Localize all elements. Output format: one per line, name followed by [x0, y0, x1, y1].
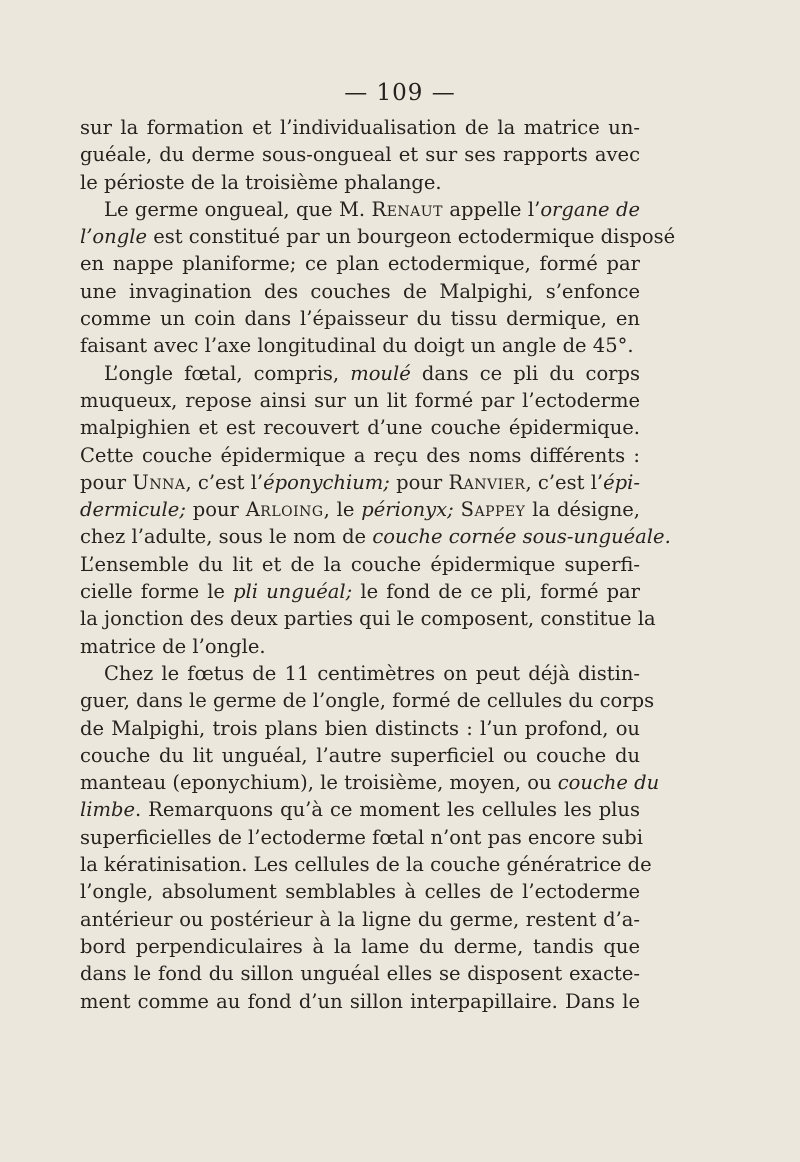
text-run: chez l’adulte, sous le nom de	[80, 525, 373, 549]
text-run: . Remarquons qu’à ce moment les cellules les plus	[135, 798, 640, 822]
text-run: l’ongle, absolument semblables à celles de l’ectoderme	[80, 880, 640, 904]
author-name: Ranvier	[448, 470, 526, 494]
text-run: appelle l’	[442, 197, 541, 221]
text-run: , c’est l’	[185, 470, 264, 494]
text-run: la kératinisation. Les cellules de la couche génératrice de	[80, 853, 652, 877]
text-line	[80, 141, 640, 168]
text-line	[80, 414, 640, 441]
text-run: Chez le fœtus de 11 centimètres on peut déjà distin-	[104, 661, 640, 685]
text-run: pour	[389, 470, 449, 494]
text-run: Cette couche épidermique a reçu des noms différents :	[80, 443, 640, 467]
text-line	[80, 469, 640, 496]
text-run: couche du lit unguéal, l’autre superficiel ou couche du	[80, 743, 640, 767]
text-line	[80, 114, 640, 141]
text-line	[80, 687, 655, 714]
text-run: antérieur ou postérieur à la ligne du germe, restent d’a-	[80, 907, 640, 931]
text-run: bord perpendiculaires à la lame du derme, tandis que	[80, 934, 640, 958]
text-run: pour	[185, 498, 246, 522]
text-run: ment comme au fond d’un sillon interpapillaire. Dans le	[80, 989, 640, 1013]
italic-term: épi-	[603, 470, 640, 494]
text-run: , c’est l’	[525, 470, 604, 494]
text-line	[80, 496, 640, 523]
text-line	[80, 578, 640, 605]
text-line	[80, 196, 640, 223]
text-run	[454, 498, 461, 521]
italic-term: moulé	[350, 361, 411, 385]
text-line	[80, 851, 652, 878]
text-line	[80, 988, 640, 1015]
text-run: une invagination des couches de Malpighi, s’enfonce	[80, 279, 640, 303]
text-line	[80, 442, 640, 469]
italic-term: couche cornée sous-unguéale.	[372, 525, 671, 549]
text-run: malpighien et est recouvert d’une couche épidermique.	[80, 416, 640, 440]
italic-term: éponychium;	[263, 470, 390, 494]
text-line	[80, 933, 640, 960]
text-line	[80, 824, 644, 851]
text-line	[80, 660, 640, 687]
text-line	[80, 769, 660, 796]
text-line	[80, 551, 640, 578]
page-number: — 109 —	[344, 80, 456, 106]
text-run: superficielles de l’ectoderme fœtal n’ont pas encore subi	[80, 825, 644, 849]
text-run: matrice de l’ongle.	[80, 634, 266, 658]
text-line	[80, 332, 640, 359]
text-run: la jonction des deux parties qui le composent, constitue la	[80, 607, 656, 631]
text-line	[80, 715, 640, 742]
italic-term: limbe	[80, 798, 135, 822]
text-run: muqueux, repose ainsi sur un lit formé par l’ectoderme	[80, 388, 640, 412]
text-run: de Malpighi, trois plans bien distincts : l’un profond, ou	[80, 716, 640, 740]
text-run: cielle forme le	[80, 580, 234, 604]
text-line	[80, 223, 676, 250]
text-run: en nappe planiforme; ce plan ectodermique, formé par	[80, 252, 640, 276]
text-line	[80, 250, 640, 277]
italic-term: couche du	[557, 771, 660, 795]
text-line	[80, 387, 640, 414]
text-line	[80, 878, 640, 905]
text-run: sur la formation et l’individualisation de la matrice un-	[80, 116, 640, 139]
text-run: , le	[323, 498, 362, 522]
italic-term: pli unguéal;	[233, 580, 353, 604]
text-run: le périoste de la troisième phalange.	[80, 170, 442, 194]
author-name: Unna	[132, 470, 186, 494]
italic-term: l’ongle	[80, 225, 147, 249]
text-run: manteau (eponychium), le troisième, moyen, ou	[80, 771, 558, 795]
text-line	[80, 360, 640, 387]
text-line	[80, 278, 640, 305]
author-name: Sappey	[460, 498, 526, 522]
text-run: pour	[80, 470, 133, 494]
text-line	[80, 906, 640, 933]
author-name: Renaut	[371, 197, 443, 221]
text-run: est constitué par un bourgeon ectodermique disposé	[147, 225, 676, 249]
text-line	[80, 523, 671, 550]
text-run: le fond de ce pli, formé par	[352, 580, 640, 604]
text-run: L’ongle fœtal, compris,	[104, 361, 351, 385]
author-name: Arloing	[245, 498, 324, 522]
text-run: Le germe ongueal, que M.	[104, 197, 372, 221]
text-line	[80, 960, 640, 987]
text-run: comme un coin dans l’épaisseur du tissu dermique, en	[80, 307, 640, 331]
text-run: la désigne,	[525, 498, 641, 522]
body-text	[80, 114, 676, 1015]
text-run: dans le fond du sillon unguéal elles se disposent exacte-	[80, 962, 640, 986]
text-run: dans ce pli du corps	[410, 361, 640, 385]
text-run: guéale, du derme sous-ongueal et sur ses rapports avec	[80, 143, 640, 167]
italic-term: périonyx;	[361, 498, 454, 522]
text-line	[80, 796, 640, 823]
italic-term: dermicule;	[80, 498, 186, 522]
text-line	[80, 169, 640, 196]
text-run: L’ensemble du lit et de la couche épidermique superfi-	[80, 552, 640, 576]
text-run: guer, dans le germe de l’ongle, formé de cellules du corps	[80, 689, 655, 713]
text-line	[80, 305, 640, 332]
text-line	[80, 633, 640, 660]
italic-term: organe de	[540, 197, 640, 221]
text-run: faisant avec l’axe longitudinal du doigt un angle de 45°.	[80, 334, 634, 358]
text-line	[80, 742, 640, 769]
text-line	[80, 605, 656, 632]
